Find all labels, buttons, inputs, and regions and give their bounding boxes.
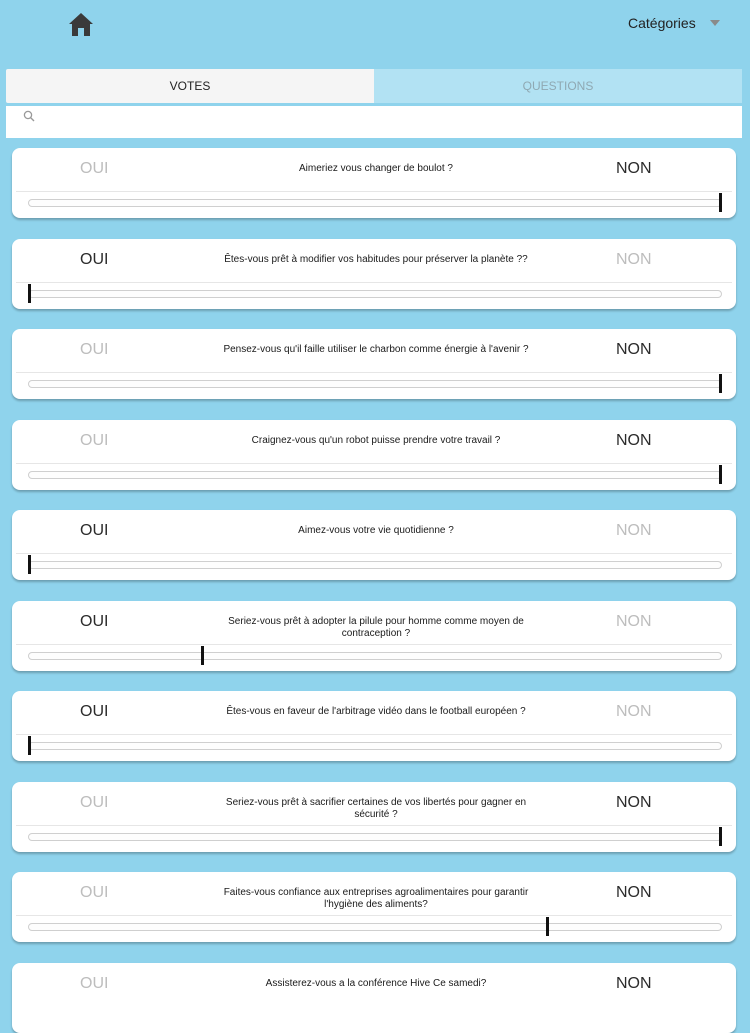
home-button[interactable]	[66, 10, 96, 40]
poll-question: Aimeriez vous changer de boulot ?	[299, 163, 453, 174]
vote-slider-track[interactable]	[28, 290, 722, 298]
card-divider	[16, 915, 732, 916]
top-bar	[0, 0, 750, 60]
vote-no-button[interactable]: NON	[616, 794, 652, 811]
caret-down-icon	[710, 20, 720, 26]
poll-card	[12, 691, 736, 761]
poll-card	[12, 148, 736, 218]
search-bar	[6, 106, 742, 138]
vote-slider-track[interactable]	[28, 833, 722, 841]
vote-slider-track[interactable]	[28, 923, 722, 931]
vote-yes-button[interactable]: OUI	[80, 160, 109, 177]
card-divider	[16, 282, 732, 283]
vote-yes-button[interactable]: OUI	[80, 251, 109, 268]
tab-questions[interactable]: QUESTIONS	[374, 69, 742, 103]
tab-bar	[6, 69, 742, 103]
vote-no-button[interactable]: NON	[616, 341, 652, 358]
vote-no-button[interactable]: NON	[616, 160, 652, 177]
poll-question: Êtes-vous en faveur de l'arbitrage vidéo dans le football européen ?	[226, 706, 526, 717]
vote-slider-thumb[interactable]	[28, 555, 31, 574]
card-divider	[16, 825, 732, 826]
vote-yes-button[interactable]: OUI	[80, 884, 109, 901]
card-divider	[16, 191, 732, 192]
vote-no-button[interactable]: NON	[616, 703, 652, 720]
card-divider	[16, 734, 732, 735]
poll-question: Pensez-vous qu'il faille utiliser le charbon comme énergie à l'avenir ?	[223, 344, 529, 355]
poll-question: Aimez-vous votre vie quotidienne ?	[298, 525, 454, 536]
vote-slider-track[interactable]	[28, 471, 722, 479]
poll-question: Êtes-vous prêt à modifier vos habitudes pour préserver la planète ??	[224, 254, 528, 265]
poll-question: Seriez-vous prêt à sacrifier certaines de vos libertés pour gagner en sécurité ?	[225, 797, 527, 820]
search-input[interactable]	[46, 106, 730, 140]
tab-votes[interactable]: VOTES	[6, 69, 374, 103]
vote-slider-thumb[interactable]	[719, 193, 722, 212]
card-divider	[16, 372, 732, 373]
vote-yes-button[interactable]: OUI	[80, 794, 109, 811]
vote-slider-thumb[interactable]	[201, 646, 204, 665]
vote-no-button[interactable]: NON	[616, 613, 652, 630]
vote-slider-thumb[interactable]	[719, 374, 722, 393]
poll-question: Seriez-vous prêt à adopter la pilule pour homme comme moyen de contraception ?	[228, 616, 524, 639]
poll-card	[12, 239, 736, 309]
vote-slider-thumb[interactable]	[546, 917, 549, 936]
vote-slider-track[interactable]	[28, 380, 722, 388]
vote-slider-thumb[interactable]	[28, 284, 31, 303]
card-divider	[16, 553, 732, 554]
search-icon	[23, 110, 35, 122]
poll-card	[12, 510, 736, 580]
vote-slider-track[interactable]	[28, 742, 722, 750]
card-divider	[16, 463, 732, 464]
vote-no-button[interactable]: NON	[616, 975, 652, 992]
vote-slider-thumb[interactable]	[719, 465, 722, 484]
vote-yes-button[interactable]: OUI	[80, 975, 109, 992]
poll-card	[12, 420, 736, 490]
vote-slider-track[interactable]	[28, 561, 722, 569]
poll-card	[12, 872, 736, 942]
vote-no-button[interactable]: NON	[616, 884, 652, 901]
vote-no-button[interactable]: NON	[616, 522, 652, 539]
vote-slider-track[interactable]	[28, 199, 722, 207]
vote-yes-button[interactable]: OUI	[80, 613, 109, 630]
poll-question: Craignez-vous qu'un robot puisse prendre votre travail ?	[251, 435, 501, 446]
poll-question: Faites-vous confiance aux entreprises agroalimentaires pour garantir l'hygiène des aliments?	[223, 887, 529, 910]
card-divider	[16, 644, 732, 645]
vote-slider-thumb[interactable]	[719, 827, 722, 846]
vote-no-button[interactable]: NON	[616, 432, 652, 449]
vote-no-button[interactable]: NON	[616, 251, 652, 268]
home-icon	[66, 10, 96, 40]
categories-dropdown[interactable]	[628, 12, 720, 34]
poll-question: Assisterez-vous a la conférence Hive Ce samedi?	[265, 978, 487, 989]
vote-slider-thumb[interactable]	[28, 736, 31, 755]
vote-slider-track[interactable]	[28, 652, 722, 660]
poll-card	[12, 601, 736, 671]
poll-card	[12, 963, 736, 1033]
poll-card	[12, 782, 736, 852]
vote-yes-button[interactable]: OUI	[80, 522, 109, 539]
vote-yes-button[interactable]: OUI	[80, 703, 109, 720]
poll-card	[12, 329, 736, 399]
vote-yes-button[interactable]: OUI	[80, 341, 109, 358]
categories-label: Catégories	[628, 15, 696, 31]
vote-yes-button[interactable]: OUI	[80, 432, 109, 449]
